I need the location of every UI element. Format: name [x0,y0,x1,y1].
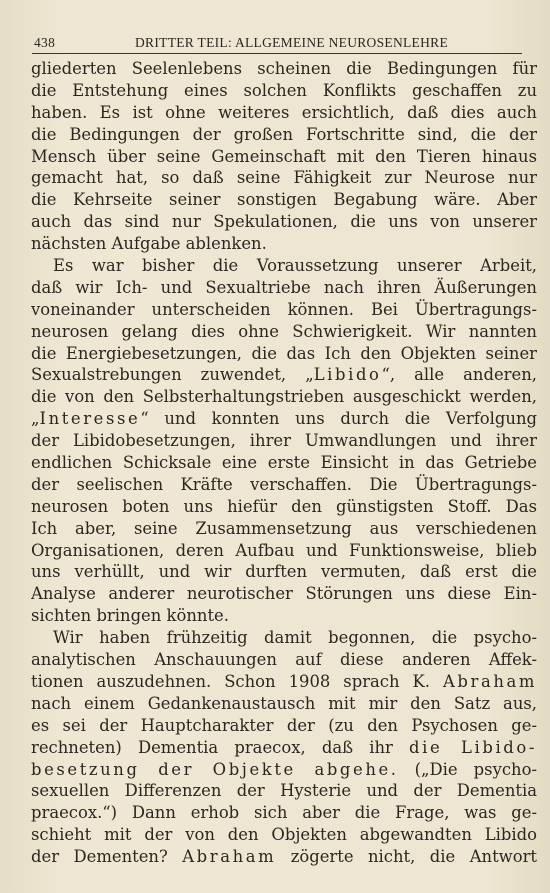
spaced-name: Abraham [442,671,537,691]
text-line: voneinander unterscheiden können. Bei Übertragungs- [31,299,537,319]
text-line: auch das sind nur Spekulationen, die uns von unserer [31,212,537,232]
spaced-term: Interesse [39,409,141,429]
text-line: haben. Es ist ohne weiteres ersichtlich, daß dies auch [31,102,537,122]
spaced-name: Abraham [182,847,277,867]
text-line [31,737,537,759]
text-line: schieht mit der von den Objekten abgewandten Libido [31,825,537,845]
text-line: analytischen Anschauungen auf diese anderen Affek- [31,650,537,670]
text-line: die Energiebesetzungen, die das Ich den Objekten seiner [31,343,537,363]
text-line: sexuellen Differenzen der Hysterie und der Dementia [31,781,537,801]
text-run: rechneten) Dementia praecox, daß ihr [31,737,410,757]
text-run: zögerte nicht, die Antwort [276,847,537,867]
text-run: („Die psycho- [398,759,537,779]
text-line: neurosen gelang dies ohne Schwierigkeit. Wir nannten [31,321,537,341]
running-head-title: DRITTER TEIL: ALLGEMEINE NEUROSENLEHRE [135,35,448,50]
text-run: der Dementen? [31,847,183,867]
text-run: „ [31,409,40,429]
text-line [31,408,537,430]
text-line: Organisationen, deren Aufbau und Funktionsweise, blieb [31,540,537,560]
running-header [32,33,522,54]
text-line: der seelischen Kräfte verschaffen. Die Übertragungs- [31,474,537,494]
text-line [31,759,537,781]
text-run: tionen auszudehnen. Schon 1908 sprach K. [31,671,443,691]
paragraph-end-line: sichten bringen könnte. [31,606,229,626]
spaced-term: die Libido- [409,737,537,757]
body-text [31,58,537,868]
text-line: die Bedingungen der großen Fortschritte sind, die der [31,124,537,144]
text-line: die Kehrseite seiner sonstigen Begabung wäre. Aber [31,190,537,210]
text-line: es sei der Hauptcharakter der (zu den Psychosen ge- [31,715,537,735]
text-line [31,671,537,693]
text-line: praecox.“) Dann erhob sich aber die Frage, was ge- [31,803,537,823]
text-line: nach einem Gedankenaustausch mit mir den Satz aus, [31,693,537,713]
spaced-term: besetzung der Objekte abgehe. [31,759,399,779]
text-line: die Entstehung eines solchen Konflikts geschaffen zu [31,80,537,100]
spaced-term: Libido [313,365,382,385]
text-line: gemacht hat, so daß seine Fähigkeit zur Neurose nur [31,168,537,188]
text-run: “, alle anderen, [381,365,537,385]
text-line: die von den Selbsterhaltungstrieben ausgeschickt werden, [31,387,537,407]
paragraph-start-line: Wir haben frühzeitig damit begonnen, die psycho- [53,628,537,648]
text-line: neurosen boten uns hiefür den günstigsten Stoff. Das [31,496,537,516]
text-line: gliederten Seelenlebens scheinen die Bedingungen für [31,59,537,78]
text-line: daß wir Ich- und Sexualtriebe nach ihren Äußerungen [31,277,537,297]
text-line: Ich aber, seine Zusammensetzung aus verschiedenen [31,518,537,538]
text-line [31,846,537,868]
paragraph-end-line: nächsten Aufgabe ablenken. [31,234,267,254]
page-number: 438 [34,35,56,50]
text-line [31,364,537,386]
text-run: “ und konnten uns durch die Verfolgung [140,409,537,429]
paragraph-start-line: Es war bisher die Voraussetzung unserer Arbeit, [53,256,537,276]
text-run: Sexualstrebungen zuwendet, „ [31,365,314,385]
text-line: Analyse anderer neurotischer Störungen uns diese Ein- [31,584,537,604]
text-line: uns verhüllt, und wir durften vermuten, daß erst die [31,562,537,582]
text-line: der Libidobesetzungen, ihrer Umwandlungen und ihrer [31,431,537,451]
text-line: endlichen Schicksale eine erste Einsicht in das Getriebe [31,453,537,473]
text-line: Mensch über seine Gemeinschaft mit den Tieren hinaus [31,146,537,166]
